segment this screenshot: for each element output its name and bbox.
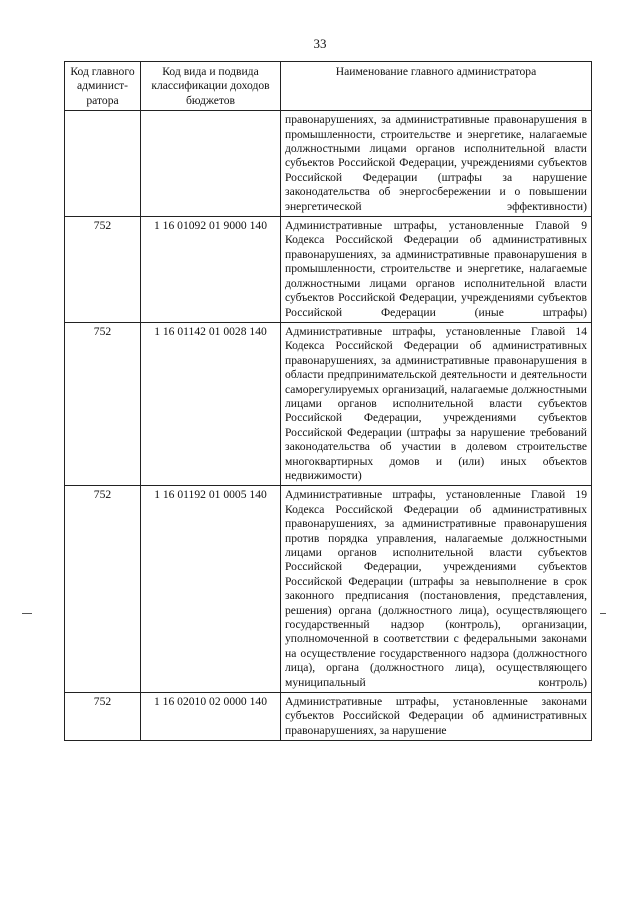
table-header [65, 62, 592, 111]
header-row [65, 62, 592, 111]
header-admin-code: Код главного админист-ратора [65, 62, 141, 111]
admin-name-cell: Административные штрафы, установленные Главой 14 Кодекса Российской Федерации об административных правонарушениях, за административные правонарушения в области предпринимательской деятельности и деятельности саморегулируемых организаций, налагаемые должностными лицами органов исполнительной власти субъектов Российской Федерации, учреждениями субъектов Российской Федерации (штрафы за нарушение требований законодательства об участии в долевом строительстве многоквартирных домов и (или) иных объектов недвижимости) [281, 322, 592, 485]
scan-mark [600, 613, 606, 614]
admin-code-cell: 752 [65, 486, 141, 693]
scan-mark [22, 613, 32, 614]
admin-name-cell: Административные штрафы, установленные Главой 9 Кодекса Российской Федерации об административных правонарушениях, за административные правонарушения в промышленности, строительстве и энергетике, налагаемые должностными лицами органов исполнительной власти субъектов Российской Федерации, учреждениями субъектов Российской Федерации (иные штрафы) [281, 217, 592, 323]
table-row [65, 217, 592, 323]
admin-code-cell: 752 [65, 693, 141, 741]
page-number: 33 [313, 36, 327, 51]
table-row [65, 693, 592, 741]
admin-name-cell: Административные штрафы, установленные законами субъектов Российской Федерации об административных правонарушениях, за нарушение [281, 693, 592, 741]
admin-code-cell [65, 111, 141, 217]
admin-code-cell: 752 [65, 322, 141, 485]
income-code-cell: 1 16 01092 01 9000 140 [141, 217, 281, 323]
header-admin-name: Наименование главного администратора [281, 62, 592, 111]
admin-code-cell: 752 [65, 217, 141, 323]
income-code-cell: 1 16 02010 02 0000 140 [141, 693, 281, 741]
income-code-cell: 1 16 01142 01 0028 140 [141, 322, 281, 485]
revenue-classification-table [64, 61, 592, 741]
income-code-cell [141, 111, 281, 217]
admin-name-cell: Административные штрафы, установленные Главой 19 Кодекса Российской Федерации об административных правонарушениях, за административные правонарушения против порядка управления, налагаемые должностными лицами органов исполнительной власти субъектов Российской Федерации, учреждениями субъектов Российской Федерации (штрафы за невыполнение в срок законного предписания (постановления, представления, решения) органа (должностного лица), осуществляющего государственный надзор (контроль), организации, уполномоченной в соответствии с федеральными законами на осуществление государственного надзора (должностного лица), органа (должностного лица), осуществляющего муниципальный контроль) [281, 486, 592, 693]
admin-name-cell: правонарушениях, за административные правонарушения в промышленности, строительстве и энергетике, налагаемые должностными лицами органов исполнительной власти субъектов Российской Федерации, учреждениями субъектов Российской Федерации (штрафы за нарушение законодательства об энергосбережении и о повышении энергетической эффективности) [281, 111, 592, 217]
table-row [65, 111, 592, 217]
header-income-code: Код вида и подвида классификации доходов бюджетов [141, 62, 281, 111]
table-body [65, 111, 592, 741]
income-code-cell: 1 16 01192 01 0005 140 [141, 486, 281, 693]
table-row [65, 486, 592, 693]
table-row [65, 322, 592, 485]
